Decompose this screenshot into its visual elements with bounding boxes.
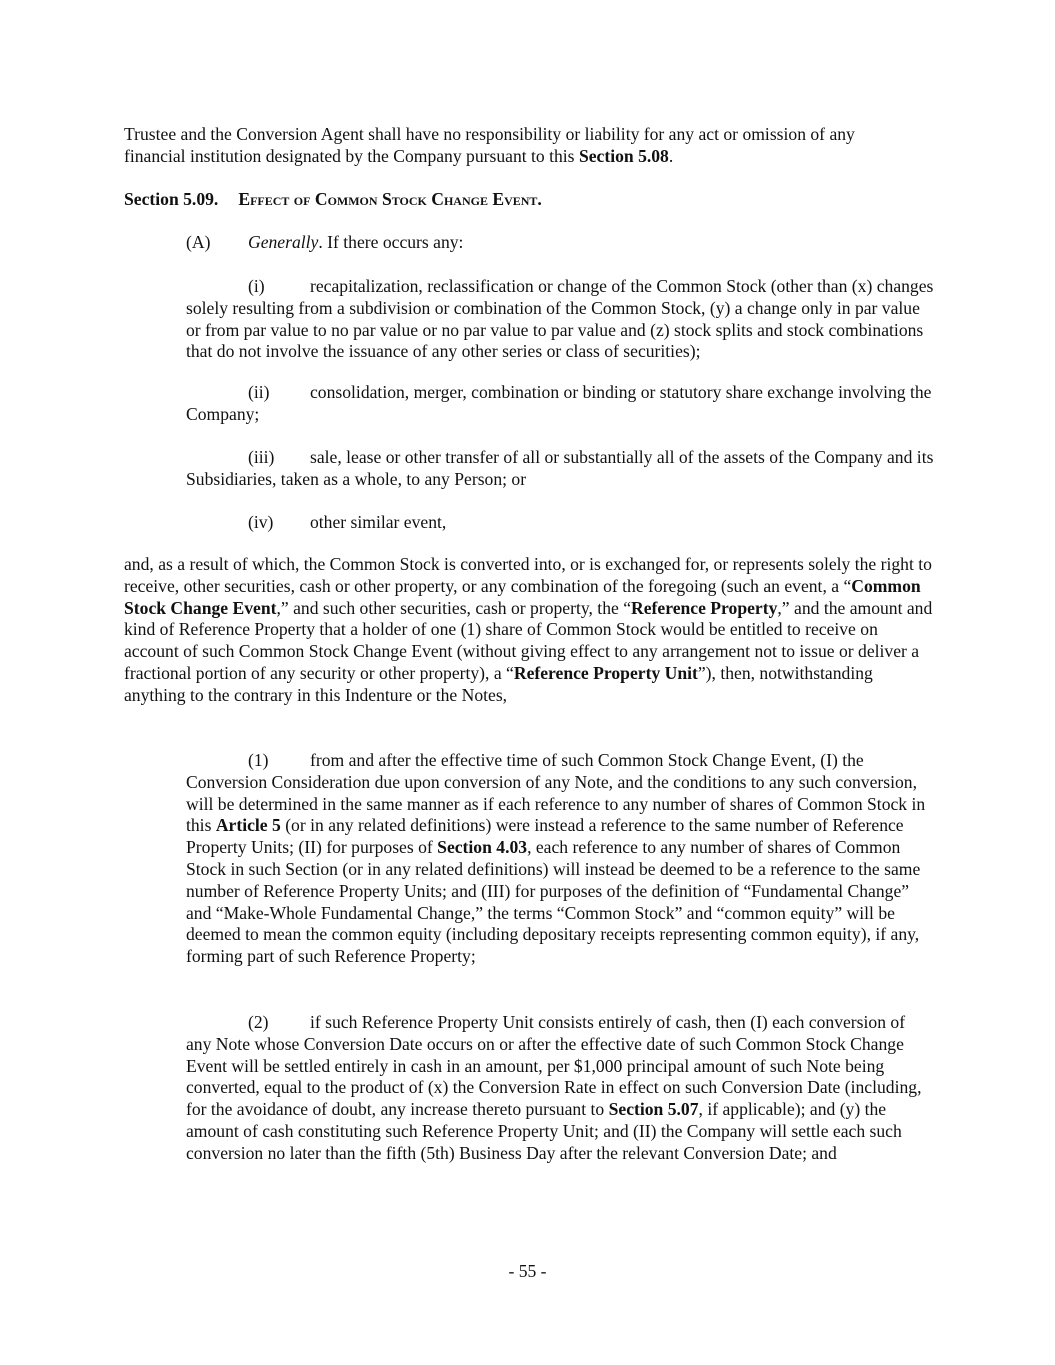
list-item-text: recapitalization, reclassification or change of the Common Stock (other than (x) changes solely resulting from a subdivision or combination of the Common Stock, (y) a change only in par value or from par value to no par value or no par value to par value and (z) stock splits and stock combinations that do not involve the issuance of any other series or class of securities); [186, 276, 934, 362]
subsection-a-label: (A) [186, 232, 211, 252]
defined-term: Common Stock Change Event [124, 575, 921, 618]
section-number: Section 5.09. [124, 189, 219, 209]
clause-label: (1) [248, 750, 269, 770]
list-item-text: consolidation, merger, combination or binding or statutory share exchange involving the Company; [186, 382, 932, 424]
result-paragraph: and, as a result of which, the Common Stock is converted into, or is exchanged for, or represents solely the right to receive, other securities, cash or other property, or any combination of the foregoing (such an event, a “Common Stock Change Event,” and such other securities, cash or property, the “Reference Property,” and the amount and kind of Reference Property that a holder of one (1) share of Common Stock would be entitled to receive on account of such Common Stock Change Event (without giving effect to any arrangement not to issue or deliver a fractional portion of any security or other property), a “Reference Property Unit”), then, notwithstanding anything to the contrary in this Indenture or the Notes, [124, 554, 933, 705]
intro-line-1: Trustee and the Conversion Agent shall have no responsibility or liability for any act or omission of any [124, 124, 855, 144]
clause-label: (2) [248, 1012, 269, 1032]
section-title: Effect of Common Stock Change Event. [238, 189, 542, 209]
intro-paragraph: Trustee and the Conversion Agent shall have no responsibility or liability for any act or omission of any financial institution designated by the Company pursuant to this Section 5.08. [124, 124, 855, 166]
list-item-label: (ii) [248, 382, 270, 402]
list-item-text: sale, lease or other transfer of all or substantially all of the assets of the Company and its Subsidiaries, taken as a whole, to any Person; or [186, 447, 934, 489]
subsection-a [186, 232, 934, 254]
page-number: - 55 - [508, 1261, 547, 1281]
subsection-a-text: . If there occurs any: [318, 232, 464, 252]
section-reference: Section 4.03 [437, 837, 528, 858]
list-item-label: (iii) [248, 447, 275, 467]
list-item [186, 447, 934, 491]
list-item-label: (i) [248, 276, 265, 296]
clause-2: (2) if such Reference Property Unit consists entirely of cash, then (I) each conversion of any Note whose Conversion Date occurs on or after the effective date of such Common Stock Change Event will be settled entirely in cash in an amount, per $1,000 principal amount of such Note being converted, equal to the product of (x) the Conversion Rate in effect on such Conversion Date (including, for the avoidance of doubt, any increase thereto pursuant to Section 5.07, if applicable); and (y) the amount of cash constituting such Reference Property Unit; and (II) the Company will settle each such conversion no later than the fifth (5th) Business Day after the relevant Conversion Date; and [186, 1012, 922, 1163]
list-item [186, 382, 934, 426]
subsection-a-title: Generally [248, 232, 319, 252]
list-item [186, 512, 934, 534]
section-reference: Section 5.08 [578, 145, 669, 166]
list-item-label: (iv) [248, 512, 274, 532]
clause-1: (1) from and after the effective time of such Common Stock Change Event, (I) the Conversion Consideration due upon conversion of any Note, and the conditions to any such conversion, will be determined in the same manner as if each reference to any number of shares of Common Stock in this Article 5 (or in any related definitions) were instead a reference to the same number of Reference Property Units; (II) for purposes of Section 4.03, each reference to any number of shares of Common Stock in such Section (or in any related definitions) will instead be deemed to be a reference to the same number of Reference Property Units; and (III) for purposes of the definition of “Fundamental Change” and “Make-Whole Fundamental Change,” the terms “Common Stock” and “common equity” will be deemed to mean the common equity (including depositary receipts representing common equity), if any, forming part of such Reference Property; [186, 750, 926, 967]
list-item-text: other similar event, [310, 512, 447, 532]
section-reference: Section 5.07 [608, 1099, 699, 1120]
defined-term: Reference Property [631, 597, 778, 618]
article-reference: Article 5 [215, 815, 281, 836]
defined-term: Reference Property Unit [513, 662, 698, 683]
intro-line-2: financial institution designated by the Company pursuant to this [124, 145, 579, 166]
list-item [186, 276, 934, 363]
section-heading [124, 189, 934, 211]
